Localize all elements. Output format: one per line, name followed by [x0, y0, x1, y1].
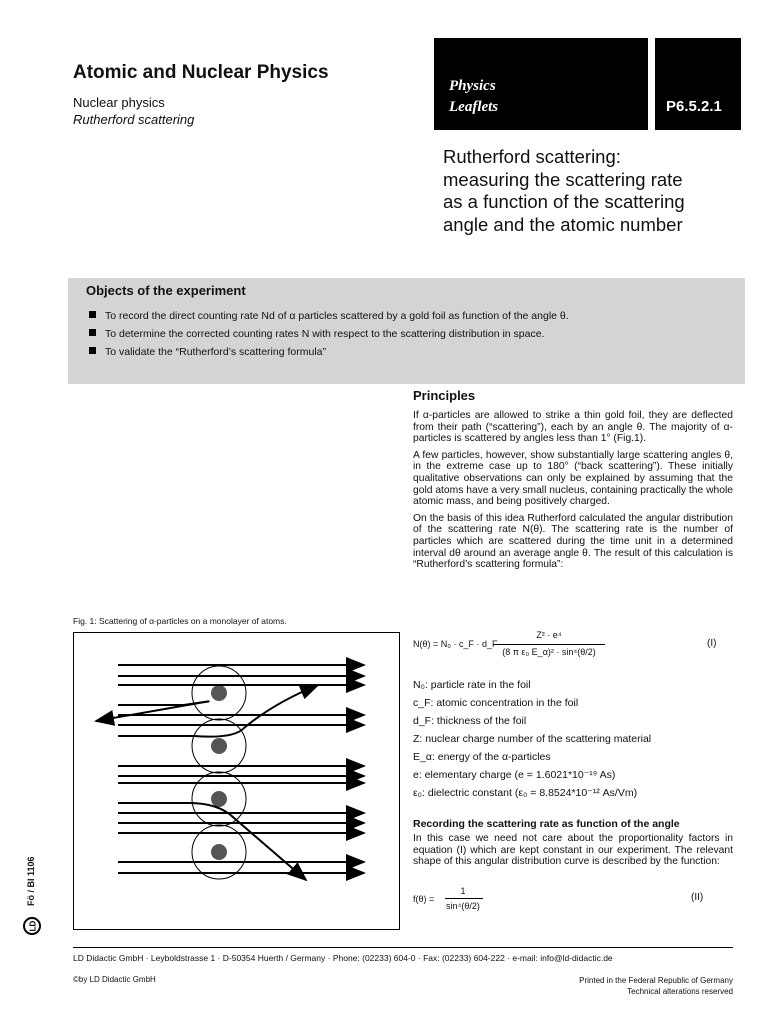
bullet-square-icon [89, 329, 96, 336]
fraction-bar [445, 898, 483, 899]
scattering-diagram [74, 633, 399, 929]
principles-text [413, 410, 733, 576]
figure-caption: Fig. 1: Scattering of α-particles on a monolayer of atoms. [73, 616, 287, 626]
objects-heading: Objects of the experiment [86, 283, 246, 298]
variable-item: e: elementary charge (e = 1.6021*10⁻¹⁹ As) [413, 769, 616, 781]
title-line: angle and the atomic number [443, 213, 683, 235]
leaflet-code: P6.5.2.1 [666, 98, 722, 115]
ld-logo [22, 916, 42, 936]
equation-denominator: sin⁴(θ/2) [446, 901, 480, 911]
variable-item: c_F: atomic concentration in the foil [413, 697, 579, 709]
fraction-bar [493, 644, 605, 645]
series-line1: Physics [449, 78, 496, 94]
alpha-track [96, 701, 209, 721]
paragraph: A few particles, however, show substantially large scattering angles θ, in the extreme case up to 180° (“back scattering”). These initially qualitative observations can only be explained by assuming that the gold atoms have a very small nucleus, containing practically the whole atomic mass, and being positively charged. [413, 449, 733, 508]
paragraph: If α-particles are allowed to strike a thin gold foil, they are deflected from their path (“scattering”), each by an angle θ. The majority of α-particles is scattered by angles less than 1° (Fig.1). [413, 410, 733, 445]
variable-list [413, 676, 651, 802]
series-line2: Leaflets [449, 99, 499, 115]
equation-label: (I) [707, 638, 717, 649]
side-label: Fö / BI 1106 [26, 856, 36, 906]
objective-item [89, 346, 326, 358]
side-reference [20, 842, 42, 904]
paragraph: In this case we need not care about the proportionality factors in equation (I) which are kept constant in our experiment. The relevant shape of this angular distribution curve is described by the function: [413, 833, 733, 868]
footer-address: LD Didactic GmbH · Leyboldstrasse 1 · D-50354 Huerth / Germany · Phone: (02233) 604-0 · Fax: (02233) 604-222 · e-mail: info@ld-didactic.de [73, 953, 613, 963]
equation-denominator: (8 π ε₀ E_α)² · sin⁴(θ/2) [502, 647, 596, 657]
variable-item: ε₀: dielectric constant (ε₀ = 8.8524*10⁻¹² As/Vm) [413, 787, 638, 799]
equation-lhs: f(θ) = [413, 894, 435, 904]
title-line: as a function of the scattering [443, 191, 685, 212]
objective-item [89, 310, 569, 322]
paragraph: On the basis of this idea Rutherford calculated the angular distribution of the scattering rate N(θ). The scattering rate is the number of particles which are scattered during the time unit in a determined interval dθ around an average angle θ. The result of this calculation is “Rutherford’s scattering formula”: [413, 512, 733, 571]
equation-lhs: N(θ) = N₀ · c_F · d_F · [413, 639, 503, 649]
variable-item: N₀: particle rate in the foil [413, 679, 531, 691]
leaflet-code-badge [655, 38, 741, 130]
variable-item: Z: nuclear charge number of the scattering material [413, 733, 652, 745]
atom-nucleus [211, 685, 227, 701]
objective-text: To validate the “Rutherford’s scattering formula” [105, 346, 326, 358]
objective-item [89, 328, 544, 340]
series-badge [434, 38, 648, 130]
atom-nucleus [211, 791, 227, 807]
ld-logo-icon [22, 916, 42, 936]
footer-technical: Technical alterations reserved [627, 987, 733, 996]
equation-2 [413, 886, 733, 920]
subsubtopic: Rutherford scattering [73, 112, 195, 127]
objects-box [68, 278, 745, 384]
equation-numerator: Z² · e⁴ [536, 630, 562, 640]
equation-1 [413, 630, 733, 670]
title-line: measuring the scattering rate [443, 168, 683, 190]
bullet-square-icon [89, 311, 96, 318]
footer-print-info [579, 975, 733, 997]
objective-text: To determine the corrected counting rates N with respect to the scattering distribution in space. [105, 328, 545, 340]
topic-heading: Atomic and Nuclear Physics [73, 62, 329, 83]
bullet-square-icon [89, 347, 96, 354]
title-line: Rutherford scattering: [443, 146, 621, 167]
footer-rule [73, 947, 733, 948]
equation-numerator: 1 [460, 886, 466, 896]
equation-label: (II) [691, 892, 704, 903]
scattering-figure [73, 632, 400, 930]
recording-heading: Recording the scattering rate as function of the angle [413, 818, 680, 830]
page-title [443, 146, 743, 236]
recording-text [413, 833, 733, 873]
atom-nucleus [211, 844, 227, 860]
alpha-track [118, 803, 306, 880]
variable-item: E_α: energy of the α-particles [413, 751, 551, 763]
subtopic: Nuclear physics [73, 95, 165, 110]
objective-text: To record the direct counting rate Nd of α particles scattered by a gold foil as function of the angle θ. [105, 310, 569, 322]
footer-copyright: ©by LD Didactic GmbH [73, 975, 156, 984]
atom-nucleus [211, 738, 227, 754]
svg-text:LD: LD [28, 920, 38, 932]
variable-item: d_F: thickness of the foil [413, 715, 527, 727]
principles-heading: Principles [413, 388, 476, 403]
footer-printed: Printed in the Federal Republic of Germany [579, 976, 733, 985]
